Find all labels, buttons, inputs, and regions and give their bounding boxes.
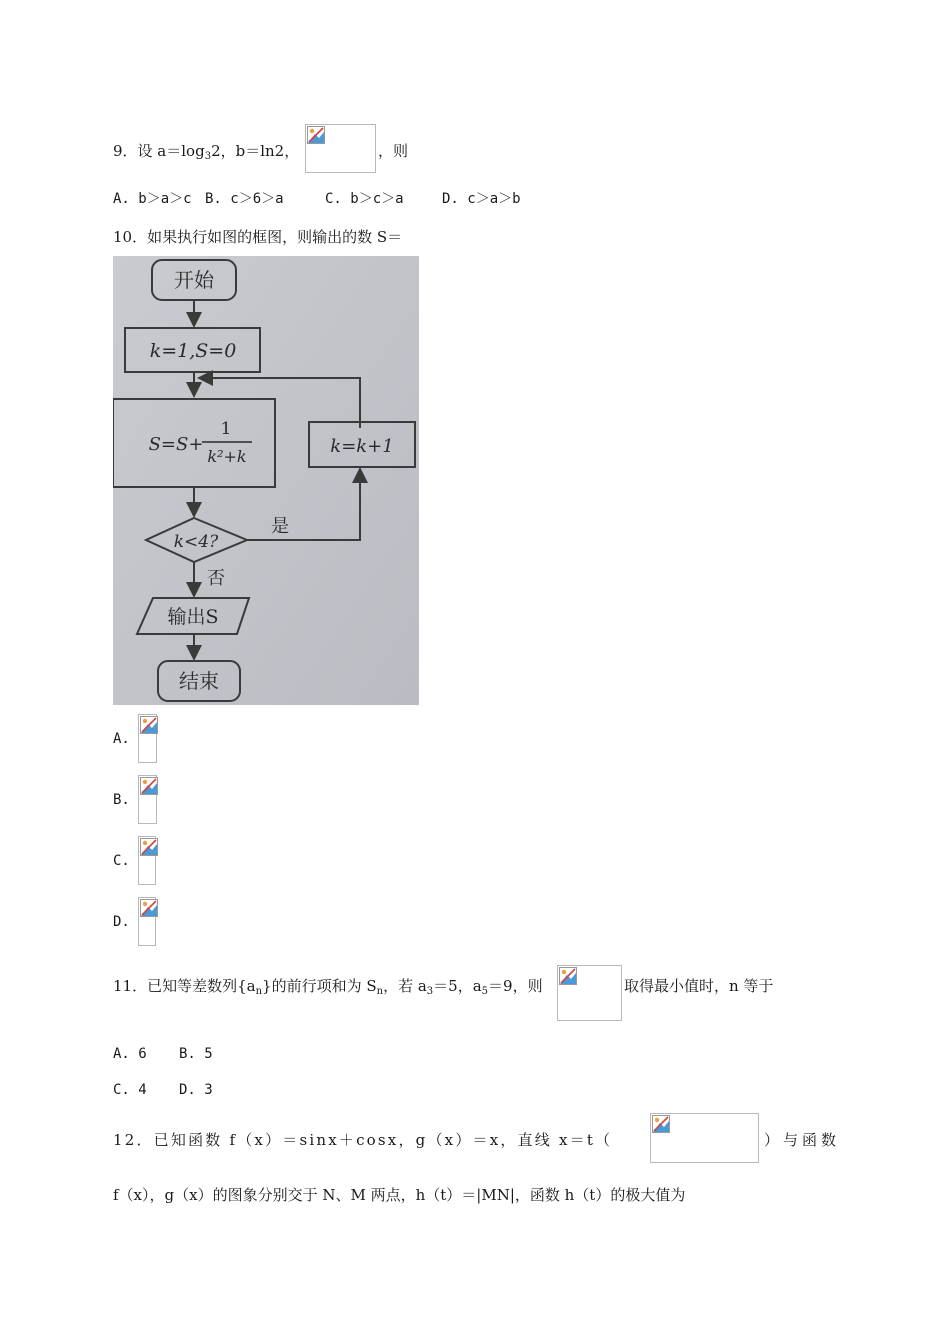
q11-choice-c[interactable]: C. 4 [113,1082,147,1098]
flowchart-background [113,256,419,705]
q11-stem: 11．已知等差数列$\{a_n\}$的前行项和为 $S_n$，若 $a_3=5$，$a_5=9$，则 [113,977,543,997]
fraction-numerator: 1 [220,419,232,439]
fraction-denominator: k²+k [207,447,247,466]
q10-option-c-image [138,836,156,885]
broken-image-icon [652,1115,670,1133]
q9-stem: 9．设 $a=\log_32$，b＝ln2， [113,142,300,162]
q9-choice-d[interactable]: D. c＞a＞b [442,191,521,207]
q10-option-a-image [138,714,157,763]
broken-image-icon [140,838,158,856]
q11-choice-b[interactable]: B. 5 [179,1046,213,1062]
q12-line1-suffix: ）与函数 [764,1131,841,1149]
q10-option-b[interactable]: B. [113,792,130,808]
q9-formula-image [305,124,376,173]
q11-choices-row1 [113,1046,213,1062]
flowchart [113,256,419,705]
broken-image-icon [559,967,577,985]
q10-option-a[interactable]: A. [113,731,130,747]
q10-option-c[interactable]: C. [113,853,130,869]
q9-choices [113,188,521,208]
q11-choice-d[interactable]: D. 3 [179,1082,213,1098]
broken-image-icon [140,899,158,917]
q11-choices-row2 [113,1082,213,1098]
q9-suffix: ，则 [378,142,409,160]
q10-option-b-image [138,775,157,824]
q9-choice-a[interactable]: A. b＞a＞c [113,191,192,207]
q11-suffix: 取得最小值时，n 等于 [624,977,774,995]
broken-image-icon [140,777,158,795]
q10-option-d-image [138,897,156,946]
increment-label: k=k+1 [330,436,394,457]
no-label: 否 [207,568,225,589]
q12-line1: 12．已知函数 f（x）＝sinx＋cosx，g（x）＝x，直线 x＝t（ [113,1131,613,1149]
q10-stem: 10．如果执行如图的框图，则输出的数 S＝ [113,228,403,246]
q9-choice-b[interactable]: B. c＞6＞a [205,191,284,207]
condition-label: k<4? [173,532,219,552]
q9-choice-c[interactable]: C. b＞c＞a [325,191,404,207]
end-label: 结束 [179,669,219,693]
yes-label: 是 [271,516,289,537]
output-label: 输出S [167,606,219,628]
broken-image-icon [307,126,325,144]
q11-formula-image [557,965,622,1021]
q10-option-d[interactable]: D. [113,914,130,930]
q12-line2: f（x），g（x）的图象分别交于 N、M 两点，h（t）＝|MN|，函数 h（t）的极大值为 [113,1186,686,1204]
init-label: k=1,S=0 [149,340,237,362]
q11-choice-a[interactable]: A. 6 [113,1046,147,1062]
update-label: S=S+ [148,434,204,455]
start-label: 开始 [174,268,214,292]
q12-formula-image [650,1113,759,1163]
broken-image-icon [140,716,158,734]
